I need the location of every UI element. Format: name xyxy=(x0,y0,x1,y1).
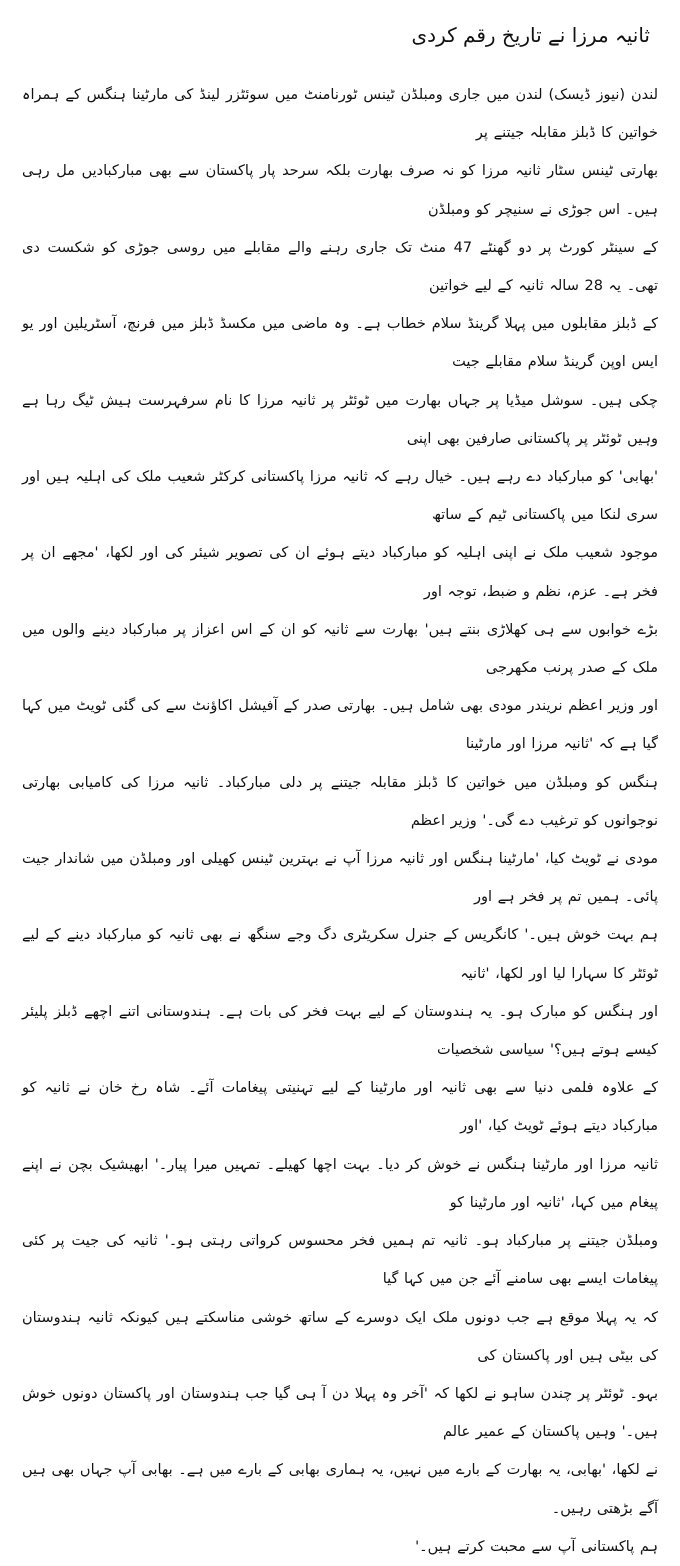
article-line: ہم پاکستانی آپ سے محبت کرتے ہیں۔' xyxy=(415,1538,658,1555)
article-body xyxy=(22,76,658,1566)
article-line: لندن (نیوز ڈیسک) لندن میں جاری ومبلڈن ٹینس ٹورنامنٹ میں سوئٹزر لینڈ کی مارٹینا ہنگس کے ہمراہ خواتین کا ڈبلز مقابلہ جیتنے پر xyxy=(22,87,658,142)
article-line: ہنگس کو ومبلڈن میں خواتین کا ڈبلز مقابلہ جیتنے پر دلی مبارکباد۔ ثانیہ مرزا کی کامیابی بھارتی نوجوانوں کو ترغیب دے گی۔' وزیر اعظم xyxy=(22,774,658,829)
article-headline: ثانیہ مرزا نے تاریخ رقم کردی xyxy=(411,23,650,47)
article-line: مودی نے ٹویٹ کیا، 'مارٹینا ہنگس اور ثانیہ مرزا آپ نے بہترین ٹینس کھیلی اور ومبلڈن میں شاندار جیت پائی۔ ہمیں تم پر فخر ہے اور xyxy=(22,851,658,906)
article-line: چکی ہیں۔ سوشل میڈیا پر جہاں بھارت میں ٹوئٹر پر ثانیہ مرزا کا نام سرفہرست ہیش ٹیگ رہا ہے وہیں ٹوئٹر پر پاکستانی صارفین بھی اپنی xyxy=(22,392,658,447)
article-line: کہ یہ پہلا موقع ہے جب دونوں ملک ایک دوسرے کے ساتھ خوشی مناسکتے ہیں کیونکہ ثانیہ ہندوستان کی بیٹی ہیں اور پاکستان کی xyxy=(22,1309,658,1364)
article-line: بہو۔ ٹوئٹر پر چندن ساہو نے لکھا کہ 'آخر وہ پہلا دن آ ہی گیا جب ہندوستان اور پاکستان دونوں خوش ہیں۔' وہیں پاکستان کے عمیر عالم xyxy=(22,1385,658,1441)
article-line: کے ڈبلز مقابلوں میں پہلا گرینڈ سلام خطاب ہے۔ وہ ماضی میں مکسڈ ڈبلز میں فرنچ، آسٹریلین اور یو ایس اوپن گرینڈ سلام مقابلے جیت xyxy=(22,316,658,371)
article-line: ثانیہ مرزا اور مارٹینا ہنگس نے خوش کر دیا۔ بہت اچھا کھیلے۔ تمہیں میرا پیار۔' ابھیشیک بچن نے اپنے پیغام میں کہا، 'ثانیہ اور مارٹینا کو xyxy=(22,1156,658,1211)
article-line: بڑے خوابوں سے ہی کھلاڑی بنتے ہیں' بھارت سے ثانیہ کو ان کے اس اعزاز پر مبارکباد دینے والوں میں ملک کے صدر پرنب مکھرجی xyxy=(22,621,658,677)
article-line: کے علاوہ فلمی دنیا سے بھی ثانیہ اور مارٹینا کے لیے تہنیتی پیغامات آئے۔ شاہ رخ خان نے ثانیہ کو مبارکباد دیتے ہوئے ٹویٹ کیا، 'اور xyxy=(22,1080,658,1135)
article-line: ومبلڈن جیتنے پر مبارکباد ہو۔ ثانیہ تم ہمیں فخر محسوس کرواتی رہتی ہو۔' ثانیہ کی جیت پر کئی پیغامات ایسے بھی سامنے آئے جن میں کہا گیا xyxy=(22,1233,658,1288)
article-line: اور ہنگس کو مبارک ہو۔ یہ ہندوستان کے لیے بہت فخر کی بات ہے۔ ہندوستانی اتنے اچھے ڈبلز پلیئر کیسے ہوتے ہیں؟' سیاسی شخصیات xyxy=(22,1003,658,1059)
article-line: 'بھابی' کو مبارکباد دے رہے ہیں۔ خیال رہے کہ ثانیہ مرزا پاکستانی کرکٹر شعیب ملک کی اہلیہ ہیں اور سری لنکا میں پاکستانی ٹیم کے ساتھ xyxy=(22,469,658,524)
article-line: نے لکھا، 'بھابی، یہ بھارت کے بارے میں نہیں، یہ ہماری بھابی کے بارے میں ہے۔ بھابی آپ جہاں بھی ہیں آگے بڑھتی رہیں۔ xyxy=(22,1462,658,1517)
article-line: کے سینٹر کورٹ پر دو گھنٹے 47 منٹ تک جاری رہنے والے مقابلے میں روسی جوڑی کو شکست دی تھی۔ یہ 28 سالہ ثانیہ کے لیے خواتین xyxy=(22,239,658,295)
article-line: موجود شعیب ملک نے اپنی اہلیہ کو مبارکباد دیتے ہوئے ان کی تصویر شیئر کی اور لکھا، 'مجھے ان پر فخر ہے۔ عزم، نظم و ضبط، توجہ اور xyxy=(22,545,658,600)
article-line: بھارتی ٹینس سٹار ثانیہ مرزا کو نہ صرف بھارت بلکہ سرحد پار پاکستان سے بھی مبارکبادیں مل رہی ہیں۔ اس جوڑی نے سنیچر کو ومبلڈن xyxy=(22,163,658,218)
article-line: اور وزیر اعظم نریندر مودی بھی شامل ہیں۔ بھارتی صدر کے آفیشل اکاؤنٹ سے کی گئی ٹویٹ میں کہا گیا ہے کہ 'ثانیہ مرزا اور مارٹینا xyxy=(22,698,658,753)
article-line: ہم بہت خوش ہیں۔' کانگریس کے جنرل سکریٹری دگ وجے سنگھ نے بھی ثانیہ کو مبارکباد دینے کے لیے ٹوئٹر کا سہارا لیا اور لکھا، 'ثانیہ xyxy=(22,927,658,982)
